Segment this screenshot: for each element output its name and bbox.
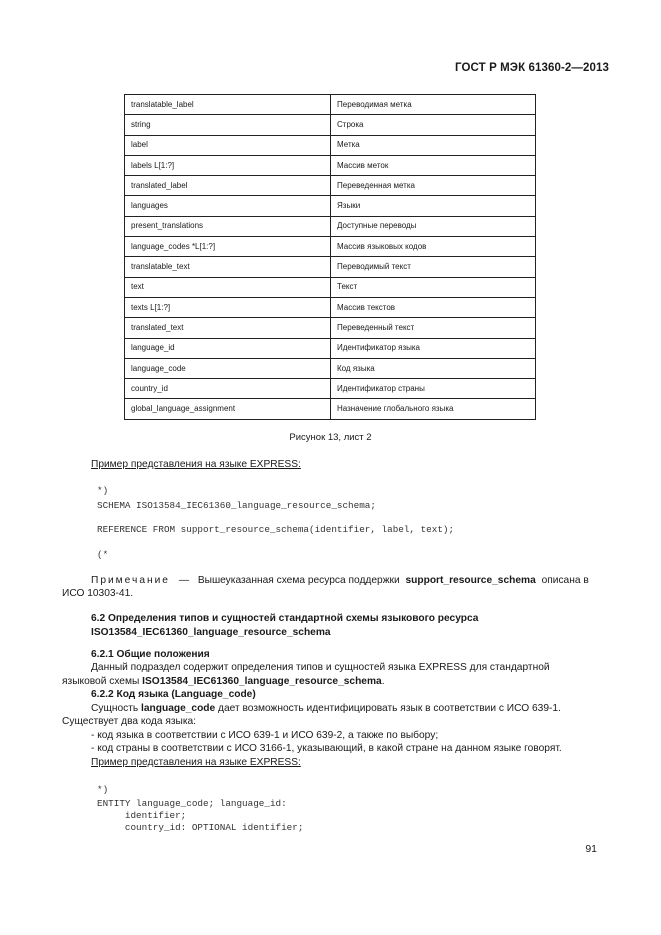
translation-cell: Текст [331,277,536,297]
term-cell: labels L[1:?] [125,155,331,175]
note-line-1 [91,574,599,587]
table-row [125,176,536,196]
translation-cell: Строка [331,115,536,135]
term-cell: translatable_text [125,257,331,277]
text-span: дает возможность идентифицировать язык в соответствии с ИСО 639-1. [215,703,561,714]
note-bold: support_resource_schema [405,575,536,586]
translation-cell: Идентификатор языка [331,338,536,358]
table-row [125,115,536,135]
term-cell: label [125,135,331,155]
table-row [125,297,536,317]
translation-cell: Массив меток [331,155,536,175]
table-row [125,338,536,358]
table-row [125,237,536,257]
note-dash: — [178,575,189,586]
table-row [125,257,536,277]
table-row [125,216,536,236]
translation-cell: Код языка [331,358,536,378]
code-line: REFERENCE FROM support_resource_schema(identifier, label, text); [97,524,455,535]
code-line: *) [97,485,109,496]
term-cell: language_code [125,358,331,378]
note-text: Вышеуказанная схема ресурса поддержки [197,575,400,586]
document-header: ГОСТ Р МЭК 61360-2—2013 [455,62,609,74]
translation-cell: Массив языковых кодов [331,237,536,257]
code-line: (* [97,549,109,560]
term-cell: present_translations [125,216,331,236]
term-cell: language_codes *L[1:?] [125,237,331,257]
term-cell: translated_label [125,176,331,196]
term-cell: string [125,115,331,135]
page-number: 91 [585,843,597,855]
example-title: Пример представления на языке EXPRESS: [91,757,301,768]
term-cell: translatable_label [125,95,331,115]
code-line: SCHEMA ISO13584_IEC61360_language_resource_schema; [97,500,376,511]
code-line: country_id: OPTIONAL identifier; [97,822,304,833]
table-row [125,318,536,338]
paragraph-line [62,675,385,688]
note-line-2: ИСО 10303-41. [62,588,134,599]
term-cell: global_language_assignment [125,399,331,419]
term-cell: texts L[1:?] [125,297,331,317]
subsection-heading: 6.2.2 Код языка (Language_code) [91,689,256,700]
paragraph-line: Данный подраздел содержит определения типов и сущностей языка EXPRESS для стандартной [91,662,550,673]
section-heading-schema: ISO13584_IEC61360_language_resource_schema [91,627,331,638]
term-cell: country_id [125,379,331,399]
translation-cell: Языки [331,196,536,216]
text-span: Сущность [91,703,142,714]
text-span: языковой схемы [62,676,143,687]
text-span: . [381,676,385,687]
term-cell: text [125,277,331,297]
translation-cell: Метка [331,135,536,155]
translation-cell: Идентификатор страны [331,379,536,399]
term-cell: language_id [125,338,331,358]
translation-cell: Переводимый текст [331,257,536,277]
translation-cell: Назначение глобального языка [331,399,536,419]
note-label: Примечание [91,575,170,586]
list-item: - код страны в соответствии с ИСО 3166-1, указывающий, в какой стране на данном языке говорят. [91,743,562,754]
table-row [125,379,536,399]
entity-name: language_code [141,703,216,714]
table-row [125,196,536,216]
table-row [125,277,536,297]
table-row [125,155,536,175]
term-table [124,94,536,420]
code-line: *) [97,784,109,795]
term-cell: languages [125,196,331,216]
figure-caption: Рисунок 13, лист 2 [289,432,372,443]
code-line: ENTITY language_code; language_id: [97,798,287,809]
translation-cell: Переведенная метка [331,176,536,196]
section-heading: 6.2 Определения типов и сущностей стандартной схемы языкового ресурса [91,613,479,624]
translation-cell: Переводимая метка [331,95,536,115]
translation-cell: Доступные переводы [331,216,536,236]
schema-name: ISO13584_IEC61360_language_resource_schema [142,676,382,687]
term-cell: translated_text [125,318,331,338]
translation-cell: Массив текстов [331,297,536,317]
note-text: описана в [541,575,589,586]
subsection-heading: 6.2.1 Общие положения [91,649,210,660]
table-row [125,135,536,155]
table-row [125,358,536,378]
list-item: - код языка в соответствии с ИСО 639-1 и ИСО 639-2, а также по выбору; [91,730,439,741]
paragraph-line: Существует два кода языка: [62,716,197,727]
example-title: Пример представления на языке EXPRESS: [91,459,301,470]
translation-cell: Переведенный текст [331,318,536,338]
table-row [125,95,536,115]
paragraph-line [91,702,561,715]
code-line: identifier; [97,810,187,821]
table-row [125,399,536,419]
